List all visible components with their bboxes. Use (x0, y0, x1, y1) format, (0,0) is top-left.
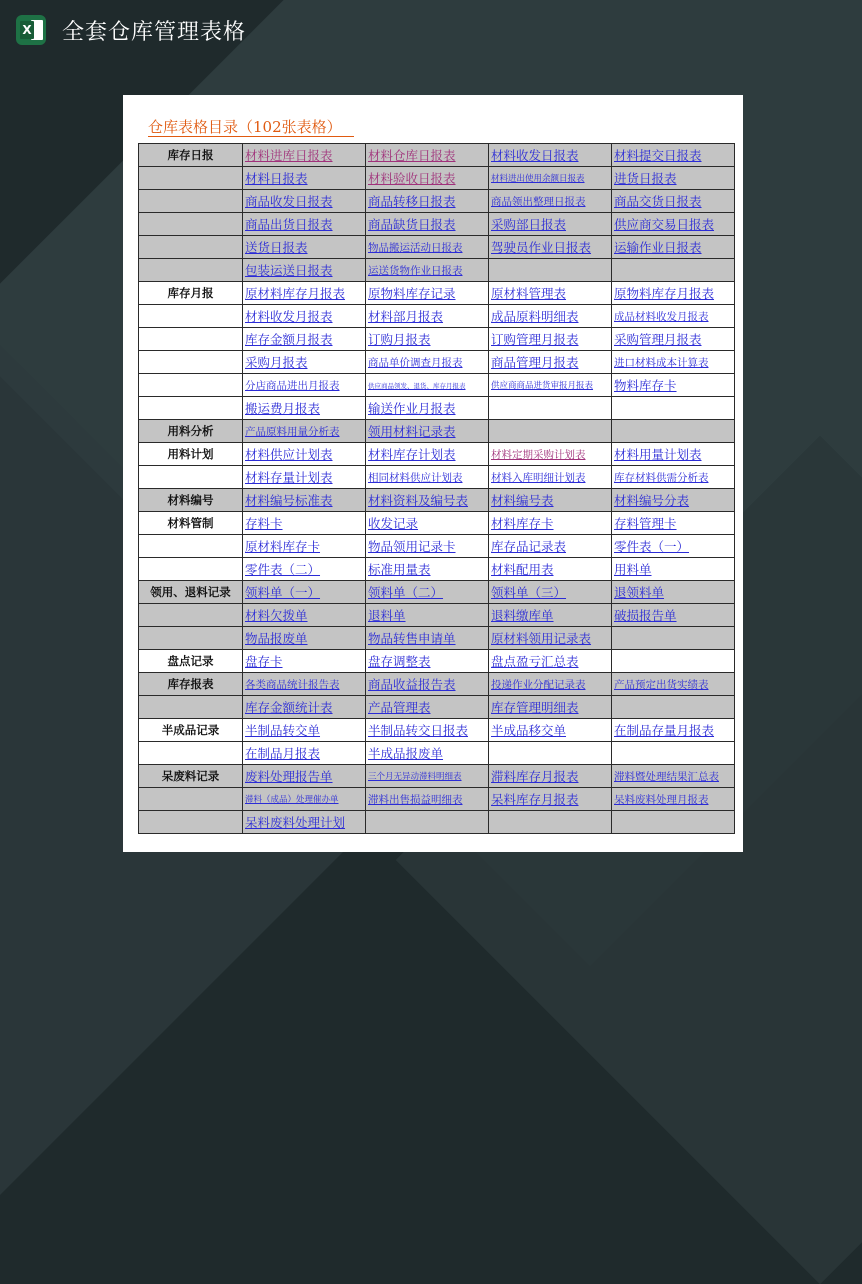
category-label: 盘点记录 (139, 650, 243, 673)
table-link[interactable]: 各类商品统计报告表 (243, 673, 366, 696)
table-row (139, 420, 735, 443)
table-link[interactable]: 存料卡 (243, 512, 366, 535)
table-link[interactable]: 滞料（成品）处理催办单 (243, 788, 366, 811)
table-link[interactable]: 材料收发月报表 (243, 305, 366, 328)
table-link[interactable]: 原物料库存月报表 (612, 282, 735, 305)
table-link[interactable]: 废料处理报告单 (243, 765, 366, 788)
table-link[interactable]: 成品原料明细表 (489, 305, 612, 328)
table-link[interactable]: 材料进库日报表 (243, 144, 366, 167)
table-row (139, 765, 735, 788)
sheet-title: 仓库表格目录（102张表格） (148, 118, 342, 136)
table-row (139, 535, 735, 558)
table-link[interactable]: 退料单 (366, 604, 489, 627)
table-link[interactable]: 商品缺货日报表 (366, 213, 489, 236)
table-link[interactable]: 商品交货日报表 (612, 190, 735, 213)
table-link[interactable]: 商品领出整理日报表 (489, 190, 612, 213)
table-link[interactable]: 商品转移日报表 (366, 190, 489, 213)
category-label: 用料分析 (139, 420, 243, 443)
category-label (139, 374, 243, 397)
table-row (139, 213, 735, 236)
category-label: 材料管制 (139, 512, 243, 535)
table-row (139, 374, 735, 397)
category-label (139, 535, 243, 558)
table-link[interactable]: 库存金额统计表 (243, 696, 366, 719)
header (16, 12, 246, 48)
empty-cell (489, 811, 612, 834)
table-link[interactable]: 物料库存卡 (612, 374, 735, 397)
table-link[interactable]: 滞料出售损益明细表 (366, 788, 489, 811)
table-link[interactable]: 盘点盈亏汇总表 (489, 650, 612, 673)
table-link[interactable]: 采购月报表 (243, 351, 366, 374)
category-label (139, 627, 243, 650)
table-link[interactable]: 驾驶员作业日报表 (489, 236, 612, 259)
table-link[interactable]: 投递作业分配记录表 (489, 673, 612, 696)
table-link[interactable]: 存料管理卡 (612, 512, 735, 535)
category-label (139, 190, 243, 213)
table-link[interactable]: 领料单（一） (243, 581, 366, 604)
table-row (139, 742, 735, 765)
table-link[interactable]: 物品转售申请单 (366, 627, 489, 650)
category-label (139, 742, 243, 765)
table-link[interactable]: 原物料库存记录 (366, 282, 489, 305)
empty-cell (489, 742, 612, 765)
table-link[interactable]: 运送货物作业日报表 (366, 259, 489, 282)
table-link[interactable]: 呆料废料处理月报表 (612, 788, 735, 811)
table-link[interactable]: 采购部日报表 (489, 213, 612, 236)
table-link[interactable]: 进货日报表 (612, 167, 735, 190)
table-row (139, 328, 735, 351)
empty-cell (612, 259, 735, 282)
category-label: 库存报表 (139, 673, 243, 696)
table-link[interactable]: 材料仓库日报表 (366, 144, 489, 167)
table-link[interactable]: 领料单（二） (366, 581, 489, 604)
table-link[interactable]: 材料存量计划表 (243, 466, 366, 489)
table-link[interactable]: 商品出货日报表 (243, 213, 366, 236)
page-title: 全套仓库管理表格 (62, 19, 247, 45)
table-link[interactable]: 呆料废料处理计划 (243, 811, 366, 834)
excel-icon: X (16, 15, 46, 45)
empty-cell (612, 420, 735, 443)
category-label (139, 213, 243, 236)
table-link[interactable]: 材料日报表 (243, 167, 366, 190)
table-link[interactable]: 物品搬运活动日报表 (366, 236, 489, 259)
table-link[interactable]: 领用材料记录表 (366, 420, 489, 443)
table-link[interactable]: 供应商商品进货审报月报表 (489, 374, 612, 397)
category-label (139, 696, 243, 719)
table-link[interactable]: 退领料单 (612, 581, 735, 604)
table-row (139, 650, 735, 673)
category-label (139, 236, 243, 259)
table-link[interactable]: 材料编号表 (489, 489, 612, 512)
table-row (139, 581, 735, 604)
table-link[interactable]: 盘存调整表 (366, 650, 489, 673)
table-link[interactable]: 产品预定出货实绩表 (612, 673, 735, 696)
category-label (139, 259, 243, 282)
table-row (139, 397, 735, 420)
table-link[interactable]: 滞料暨处理结果汇总表 (612, 765, 735, 788)
table-link[interactable]: 供应商交易日报表 (612, 213, 735, 236)
category-label (139, 558, 243, 581)
category-label (139, 305, 243, 328)
table-link[interactable]: 半制品转交单 (243, 719, 366, 742)
table-link[interactable]: 物品报废单 (243, 627, 366, 650)
table-row (139, 673, 735, 696)
table-link[interactable]: 供应商品领发、退货、库存月报表 (366, 374, 489, 397)
table-link[interactable]: 材料编号分表 (612, 489, 735, 512)
empty-cell (612, 627, 735, 650)
table-link[interactable]: 包装运送日报表 (243, 259, 366, 282)
category-label (139, 351, 243, 374)
category-label (139, 328, 243, 351)
table-row (139, 144, 735, 167)
table-link[interactable]: 材料欠拨单 (243, 604, 366, 627)
table-link[interactable]: 商品收益报告表 (366, 673, 489, 696)
category-label: 库存月报 (139, 282, 243, 305)
empty-cell (612, 397, 735, 420)
table-link[interactable]: 用料单 (612, 558, 735, 581)
table-row (139, 305, 735, 328)
table-link[interactable]: 成品材料收发月报表 (612, 305, 735, 328)
category-label (139, 397, 243, 420)
table-link[interactable]: 收发记录 (366, 512, 489, 535)
table-link[interactable]: 库存金额月报表 (243, 328, 366, 351)
table-link[interactable]: 半成品移交单 (489, 719, 612, 742)
table-row (139, 351, 735, 374)
category-label: 领用、退料记录 (139, 581, 243, 604)
table-link[interactable]: 库存品记录表 (489, 535, 612, 558)
table-link[interactable]: 材料资料及编号表 (366, 489, 489, 512)
empty-cell (612, 696, 735, 719)
table-link[interactable]: 订购管理月报表 (489, 328, 612, 351)
category-label (139, 167, 243, 190)
table-link[interactable]: 材料进出使用余额日报表 (489, 167, 612, 190)
table-link[interactable]: 滞料库存月报表 (489, 765, 612, 788)
category-label: 库存日报 (139, 144, 243, 167)
table-link[interactable]: 材料配用表 (489, 558, 612, 581)
table-link[interactable]: 材料收发日报表 (489, 144, 612, 167)
table-link[interactable]: 原材料库存卡 (243, 535, 366, 558)
table-link[interactable]: 材料入库明细计划表 (489, 466, 612, 489)
table-link[interactable]: 退料缴库单 (489, 604, 612, 627)
table-link[interactable]: 材料库存卡 (489, 512, 612, 535)
table-link[interactable]: 相同材料供应计划表 (366, 466, 489, 489)
empty-cell (612, 811, 735, 834)
table-link[interactable]: 搬运费月报表 (243, 397, 366, 420)
table-link[interactable]: 零件表（二） (243, 558, 366, 581)
table-link[interactable]: 标准用量表 (366, 558, 489, 581)
table-link[interactable]: 三个月无异动滞料明细表 (366, 765, 489, 788)
table-row (139, 466, 735, 489)
table-link[interactable]: 材料提交日报表 (612, 144, 735, 167)
table-row (139, 512, 735, 535)
table-link[interactable]: 原材料库存月报表 (243, 282, 366, 305)
category-label (139, 604, 243, 627)
empty-cell (612, 650, 735, 673)
table-row (139, 604, 735, 627)
table-link[interactable]: 呆料库存月报表 (489, 788, 612, 811)
category-label: 材料编号 (139, 489, 243, 512)
table-link[interactable]: 商品管理月报表 (489, 351, 612, 374)
table-row (139, 190, 735, 213)
table-link[interactable]: 库存管理明细表 (489, 696, 612, 719)
table-row (139, 259, 735, 282)
table-link[interactable]: 材料部月报表 (366, 305, 489, 328)
table-link[interactable]: 材料库存计划表 (366, 443, 489, 466)
table-link[interactable]: 在制品月报表 (243, 742, 366, 765)
table-row (139, 788, 735, 811)
table-link[interactable]: 采购管理月报表 (612, 328, 735, 351)
table-link[interactable]: 输送作业月报表 (366, 397, 489, 420)
table-link[interactable]: 进口材料成本计算表 (612, 351, 735, 374)
table-link[interactable]: 材料编号标准表 (243, 489, 366, 512)
category-label: 半成品记录 (139, 719, 243, 742)
title-underline (148, 136, 354, 137)
empty-cell (489, 397, 612, 420)
table-link[interactable]: 材料定期采购计划表 (489, 443, 612, 466)
table-row (139, 489, 735, 512)
table-link[interactable]: 产品管理表 (366, 696, 489, 719)
category-label (139, 788, 243, 811)
table-row (139, 811, 735, 834)
table-link[interactable]: 盘存卡 (243, 650, 366, 673)
empty-cell (489, 259, 612, 282)
category-label (139, 466, 243, 489)
catalog-table (138, 143, 735, 834)
table-row (139, 558, 735, 581)
table-link[interactable]: 库存材料供需分析表 (612, 466, 735, 489)
table-row (139, 443, 735, 466)
table-row (139, 167, 735, 190)
table-link[interactable]: 运输作业日报表 (612, 236, 735, 259)
table-row (139, 696, 735, 719)
table-link[interactable]: 领料单（三） (489, 581, 612, 604)
table-link[interactable]: 半成品报废单 (366, 742, 489, 765)
table-row (139, 627, 735, 650)
table-link[interactable]: 原材料管理表 (489, 282, 612, 305)
table-link[interactable]: 零件表（一） (612, 535, 735, 558)
table-row (139, 719, 735, 742)
table-link[interactable]: 商品收发日报表 (243, 190, 366, 213)
table-link[interactable]: 半制品转交日报表 (366, 719, 489, 742)
table-link[interactable]: 产品原料用量分析表 (243, 420, 366, 443)
empty-cell (612, 742, 735, 765)
category-label (139, 811, 243, 834)
table-link[interactable]: 送货日报表 (243, 236, 366, 259)
category-label: 用料计划 (139, 443, 243, 466)
table-row (139, 282, 735, 305)
table-link[interactable]: 商品单价调查月报表 (366, 351, 489, 374)
table-link[interactable]: 破损报告单 (612, 604, 735, 627)
table-link[interactable]: 材料验收日报表 (366, 167, 489, 190)
empty-cell (366, 811, 489, 834)
table-link[interactable]: 订购月报表 (366, 328, 489, 351)
category-label: 呆废料记录 (139, 765, 243, 788)
empty-cell (489, 420, 612, 443)
table-link[interactable]: 物品领用记录卡 (366, 535, 489, 558)
table-link[interactable]: 材料用量计划表 (612, 443, 735, 466)
table-link[interactable]: 原材料领用记录表 (489, 627, 612, 650)
table-row (139, 236, 735, 259)
table-link[interactable]: 在制品存量月报表 (612, 719, 735, 742)
table-link[interactable]: 分店商品进出月报表 (243, 374, 366, 397)
table-link[interactable]: 材料供应计划表 (243, 443, 366, 466)
